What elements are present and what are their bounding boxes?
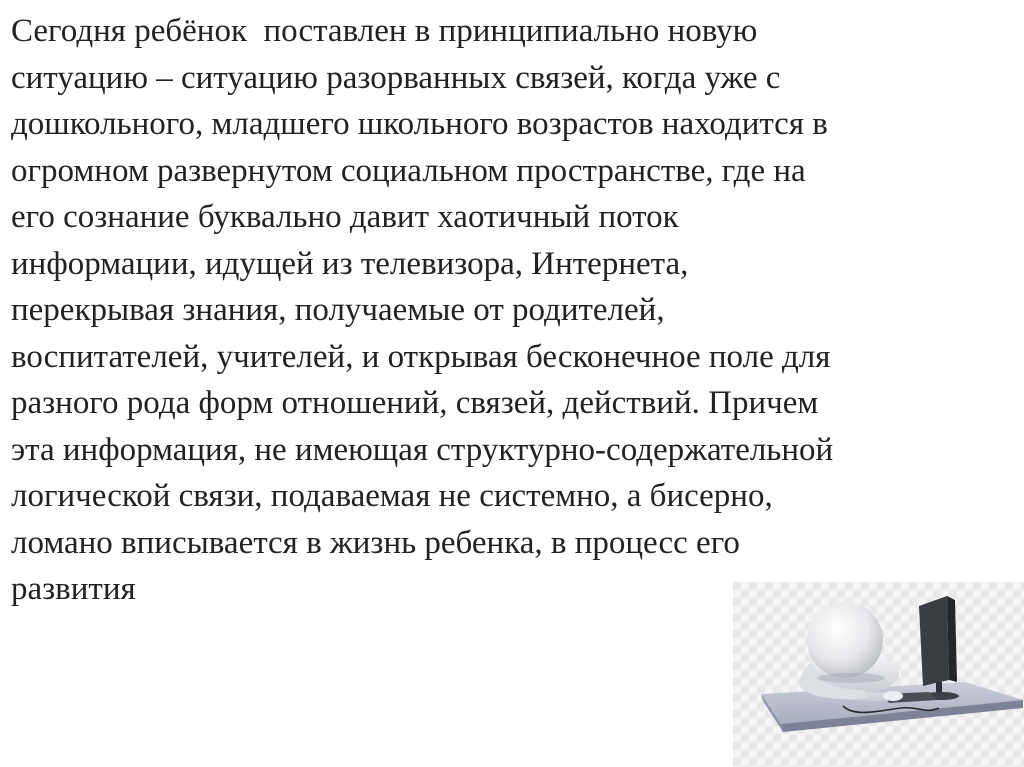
text-line: логической связи, подаваемая не системно, а бисерно, [11,478,773,514]
text-line: информации, идущей из телевизора, Интернета, [11,245,689,282]
text-line: ситуацию – ситуацию разорванных связей, когда уже с [11,59,781,96]
head [807,602,883,678]
text-line: развития [11,571,136,607]
text-line: перекрывая знания, получаемые от родителей, [11,292,665,328]
text-line: воспитателей, учителей, и открывая бесконечное поле для [11,338,831,375]
text-line: огромном развернутом социальном пространстве, где на [11,152,806,189]
text-line: Сегодня ребёнок поставлен в принципиально новую [11,13,758,49]
monitor-screen [919,596,949,686]
text-line: разного рода форм отношений, связей, действий. Причем [11,385,819,421]
head-shadow [817,673,885,683]
text-line: ломано вписывается в жизнь ребенка, в процесс его [11,524,740,561]
body-text [11,8,1021,613]
text-line: его сознание буквально давит хаотичный поток [11,199,679,235]
tired-figure-at-computer-illustration [733,582,1024,767]
left-hand [883,691,903,701]
text-line: эта информация, не имеющая структурно-содержательной [11,431,834,468]
text-line: дошкольного, младшего школьного возрастов находится в [11,106,828,142]
